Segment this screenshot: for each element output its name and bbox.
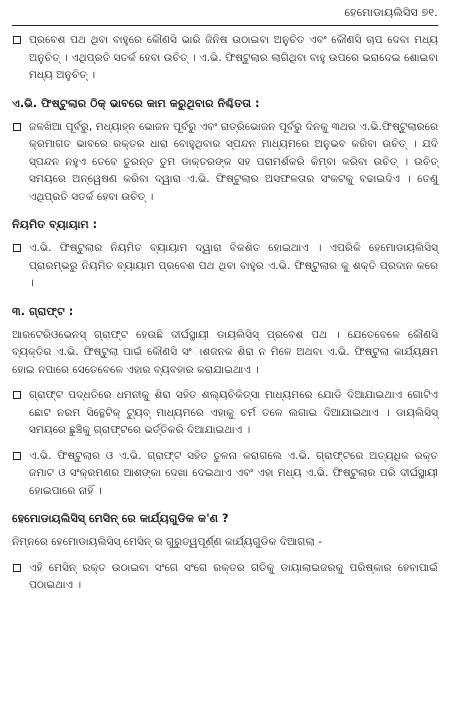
- running-head: ହେମୋଡାୟଲିସିସ ୭୧.: [344, 6, 438, 19]
- checkbox-bullet-icon: [13, 244, 21, 252]
- section-heading: ନିୟମିତ ବ୍ୟାୟାମ :: [12, 218, 98, 231]
- paragraph: ଆରଟେରିଓଭେନସ୍ ଗ୍ରାଫ୍ଟ ହେଉଛି ଦୀର୍ଘସ୍ଥାୟୀ ଡାୟଲିସିସ୍ ପ୍ରବେଶ ପଥ । ଯେତେବେଳେ କୌଣସି ବ୍ୟକ୍ତିର ଏ.ଭି. ଫିଷ୍ଟୁଲା ପାଇଁ କୌଣସି ସଂାଶଜନକ ଶିରା ନ ମିଳେ ଅଥବା ଏ.ଭି. ଫିଷ୍ଟୁଲା କାର୍ଯ୍ୟକ୍ଷମ ହୋଇ ନପାରେ ସେତେବେଳେ ଏହାର ବ୍ୟବହାର କରାଯାଇଥାଏ ।: [12, 328, 438, 376]
- bullet-item: [12, 240, 438, 293]
- bullet-item: [12, 560, 438, 595]
- bullet-text: ଗ୍ରାଫ୍ଟ ପଦ୍ଧତିରେ ଧମନୀକୁ ଶିରା ସହିତ ଶଲ୍ୟଚିକିତ୍ସା ମାଧ୍ୟମରେ ଯୋଡି ଦିଆଯାଇଥାଏ ଗୋଟିଏ ଛୋଟ ନରମ ସିନ୍ଥେଟିକ୍ ଟ୍ୟୁବ୍ ମାଧ୍ୟମରେ ଏହାକୁ ଚର୍ମ ତଳେ ଲଗାଇ ଦିଆଯାଇଥାଏ । ଡାୟଲିସିସ୍ ସମୟରେ ଛୁଞ୍ଚିକୁ ଗ୍ରାଫ୍ଟରେ ଭର୍ତ୍ତିକରି ଦିଆଯାଇଥାଏ ।: [29, 389, 438, 436]
- section-heading: ଏ.ଭି. ଫିଷ୍ଟୁଲାର ଠିକ୍ ଭାବରେ କାମ କରୁଥିବାର ନିଶ୍ଚିତତା :: [12, 96, 260, 110]
- checkbox-bullet-icon: [13, 36, 21, 44]
- checkbox-bullet-icon: [13, 123, 21, 131]
- checkbox-bullet-icon: [13, 564, 21, 572]
- bullet-text: ପ୍ରବେଶ ପଥ ଥିବା ବାହୁରେ କୌଣସି ଭାରି ଜିନିଷ ଉଠାଇବା ଅନୁଚିତ ଏବଂ କୌଣସି ଚାପ ଦେବା ମଧ୍ୟ ଅନୁଚିତ୍ । ଏଥିପ୍ରତି ସତର୍କ ହେବା ଉଚିତ୍ । ଏ.ଭି. ଫିଷ୍ଟୁଲାର ଲାଗିଥିବା ବାହୁ ଉପରେ ଭରାଦେଇ ଶୋଇବା ମଧ୍ୟ ଅନୁଚିତ୍ ।: [29, 34, 438, 81]
- bullet-item: [12, 32, 438, 85]
- page-body: [12, 32, 438, 603]
- paragraph: ନିମ୍ନରେ ହେମୋଡାୟଲିସିସ୍ ମେସିନ୍ ର ଗୁରୁତ୍ୱପୂର୍ଣ୍ଣ କାର୍ଯ୍ୟଗୁଡିକ ଦିଆଗଲା -: [12, 536, 322, 548]
- bullet-item: [12, 448, 438, 501]
- checkbox-bullet-icon: [13, 391, 21, 399]
- header-rule: [12, 25, 438, 26]
- bullet-text: ଏ.ଭି. ଫିଷ୍ଟୁଲାର ଓ ଏ.ଭି. ଗ୍ରାଫ୍ଟ ସହିତ ତୁଳନା କରାଗଲେ ଏ.ଭି. ଗ୍ରାଫ୍ଟରେ ଅତ୍ୟଧିକ ରକ୍ତ ଜମାଟ ଓ ସଂକ୍ରମଣର ଆଶଙ୍କା ଦେଖା ଦେଇଥାଏ ଏବଂ ଏହା ମଧ୍ୟ ଏ.ଭି. ଫିଷ୍ଟୁଲାର ପରି ଦୀର୍ଘସ୍ଥାୟୀ ହୋଇପାରେ ନାହିଁ ।: [29, 449, 438, 497]
- book-page: [12, 0, 438, 720]
- bullet-text: ଏ.ଭି. ଫିଷ୍ଟୁଲାର ନିୟମିତ ବ୍ୟାୟାମ ଦ୍ୱାରା ବିକଶିତ ହୋଇଥାଏ । ଏପରିକି ହେମୋଡାୟଲିସିସ୍ ପ୍ରାରମ୍ଭରୁ ନିୟମିତ ବ୍ୟାୟାମ ପ୍ରବେଶ ପଥ ଥିବା ବାହୁର ଏ.ଭି. ଫିଷ୍ଟୁଲାର କୁ ଶକ୍ତି ପ୍ରଦାନ କରେ ।: [29, 242, 438, 289]
- checkbox-bullet-icon: [13, 452, 21, 460]
- section-heading: ୩. ଗ୍ରାଫ୍ଟ :: [12, 304, 74, 318]
- bullet-text: ଏହି ମେସିନ୍ ରକ୍ତ ଉଠାଇବା ସଂଗେ ସଂଗେ ରକ୍ତର ଗତିକୁ ଡାୟାଲାଇଜରକୁ ପରିଷ୍କାର ହେବାପାଇଁ ପଠାଇଥାଏ ।: [29, 561, 438, 591]
- section-heading: ହେମୋଡାୟଲିସିସ୍ ମେସିନ୍ ରେ କାର୍ଯ୍ୟଗୁଡିକ କ'ଣ ?: [12, 512, 229, 525]
- bullet-item: [12, 387, 438, 440]
- bullet-item: [12, 119, 438, 207]
- bullet-text: ଜଳଖିଆ ପୂର୍ବରୁ, ମଧ୍ୟାହ୍ନ ଭୋଜନ ପୂର୍ବରୁ ଏବଂ ରାତ୍ରିଭୋଜନ ପୂର୍ବରୁ ଦିନକୁ ୩ଥର ଏ.ଭି.ଫିଷ୍ଟୁଲାରରେ କ୍ରମାଗତ ଭାବରେ ରକ୍ତର ଧାରା ବୋହୁଥିବାର ସ୍ପନ୍ଦନ ମାଧ୍ୟମରେ ଅନୁଭବ କରିବା ଉଚିତ୍ । ଯଦି ସ୍ପନ୍ଦନ ନହୁଏ ତେବେ ତୁରନ୍ତ ତୁମ ଡାକ୍ତରଙ୍କ ସହ ପରାମର୍ଶକରି କିମ୍ବା କରିବା ଉଚିତ୍ । ଉଚିତ୍ ସମୟରେ ଅନ୍ୱେଷଣ କରିବା ଦ୍ୱାରା ଏ.ଭି. ଫିଷ୍ଟୁଲାର ଅସଫଳତାର ସଂକଟକୁ ବଢାଇଦିଏ । ତେଣୁ ଏଥିପ୍ରତି ସତର୍କ ହେବା ଉଚିତ୍ ।: [29, 120, 438, 203]
